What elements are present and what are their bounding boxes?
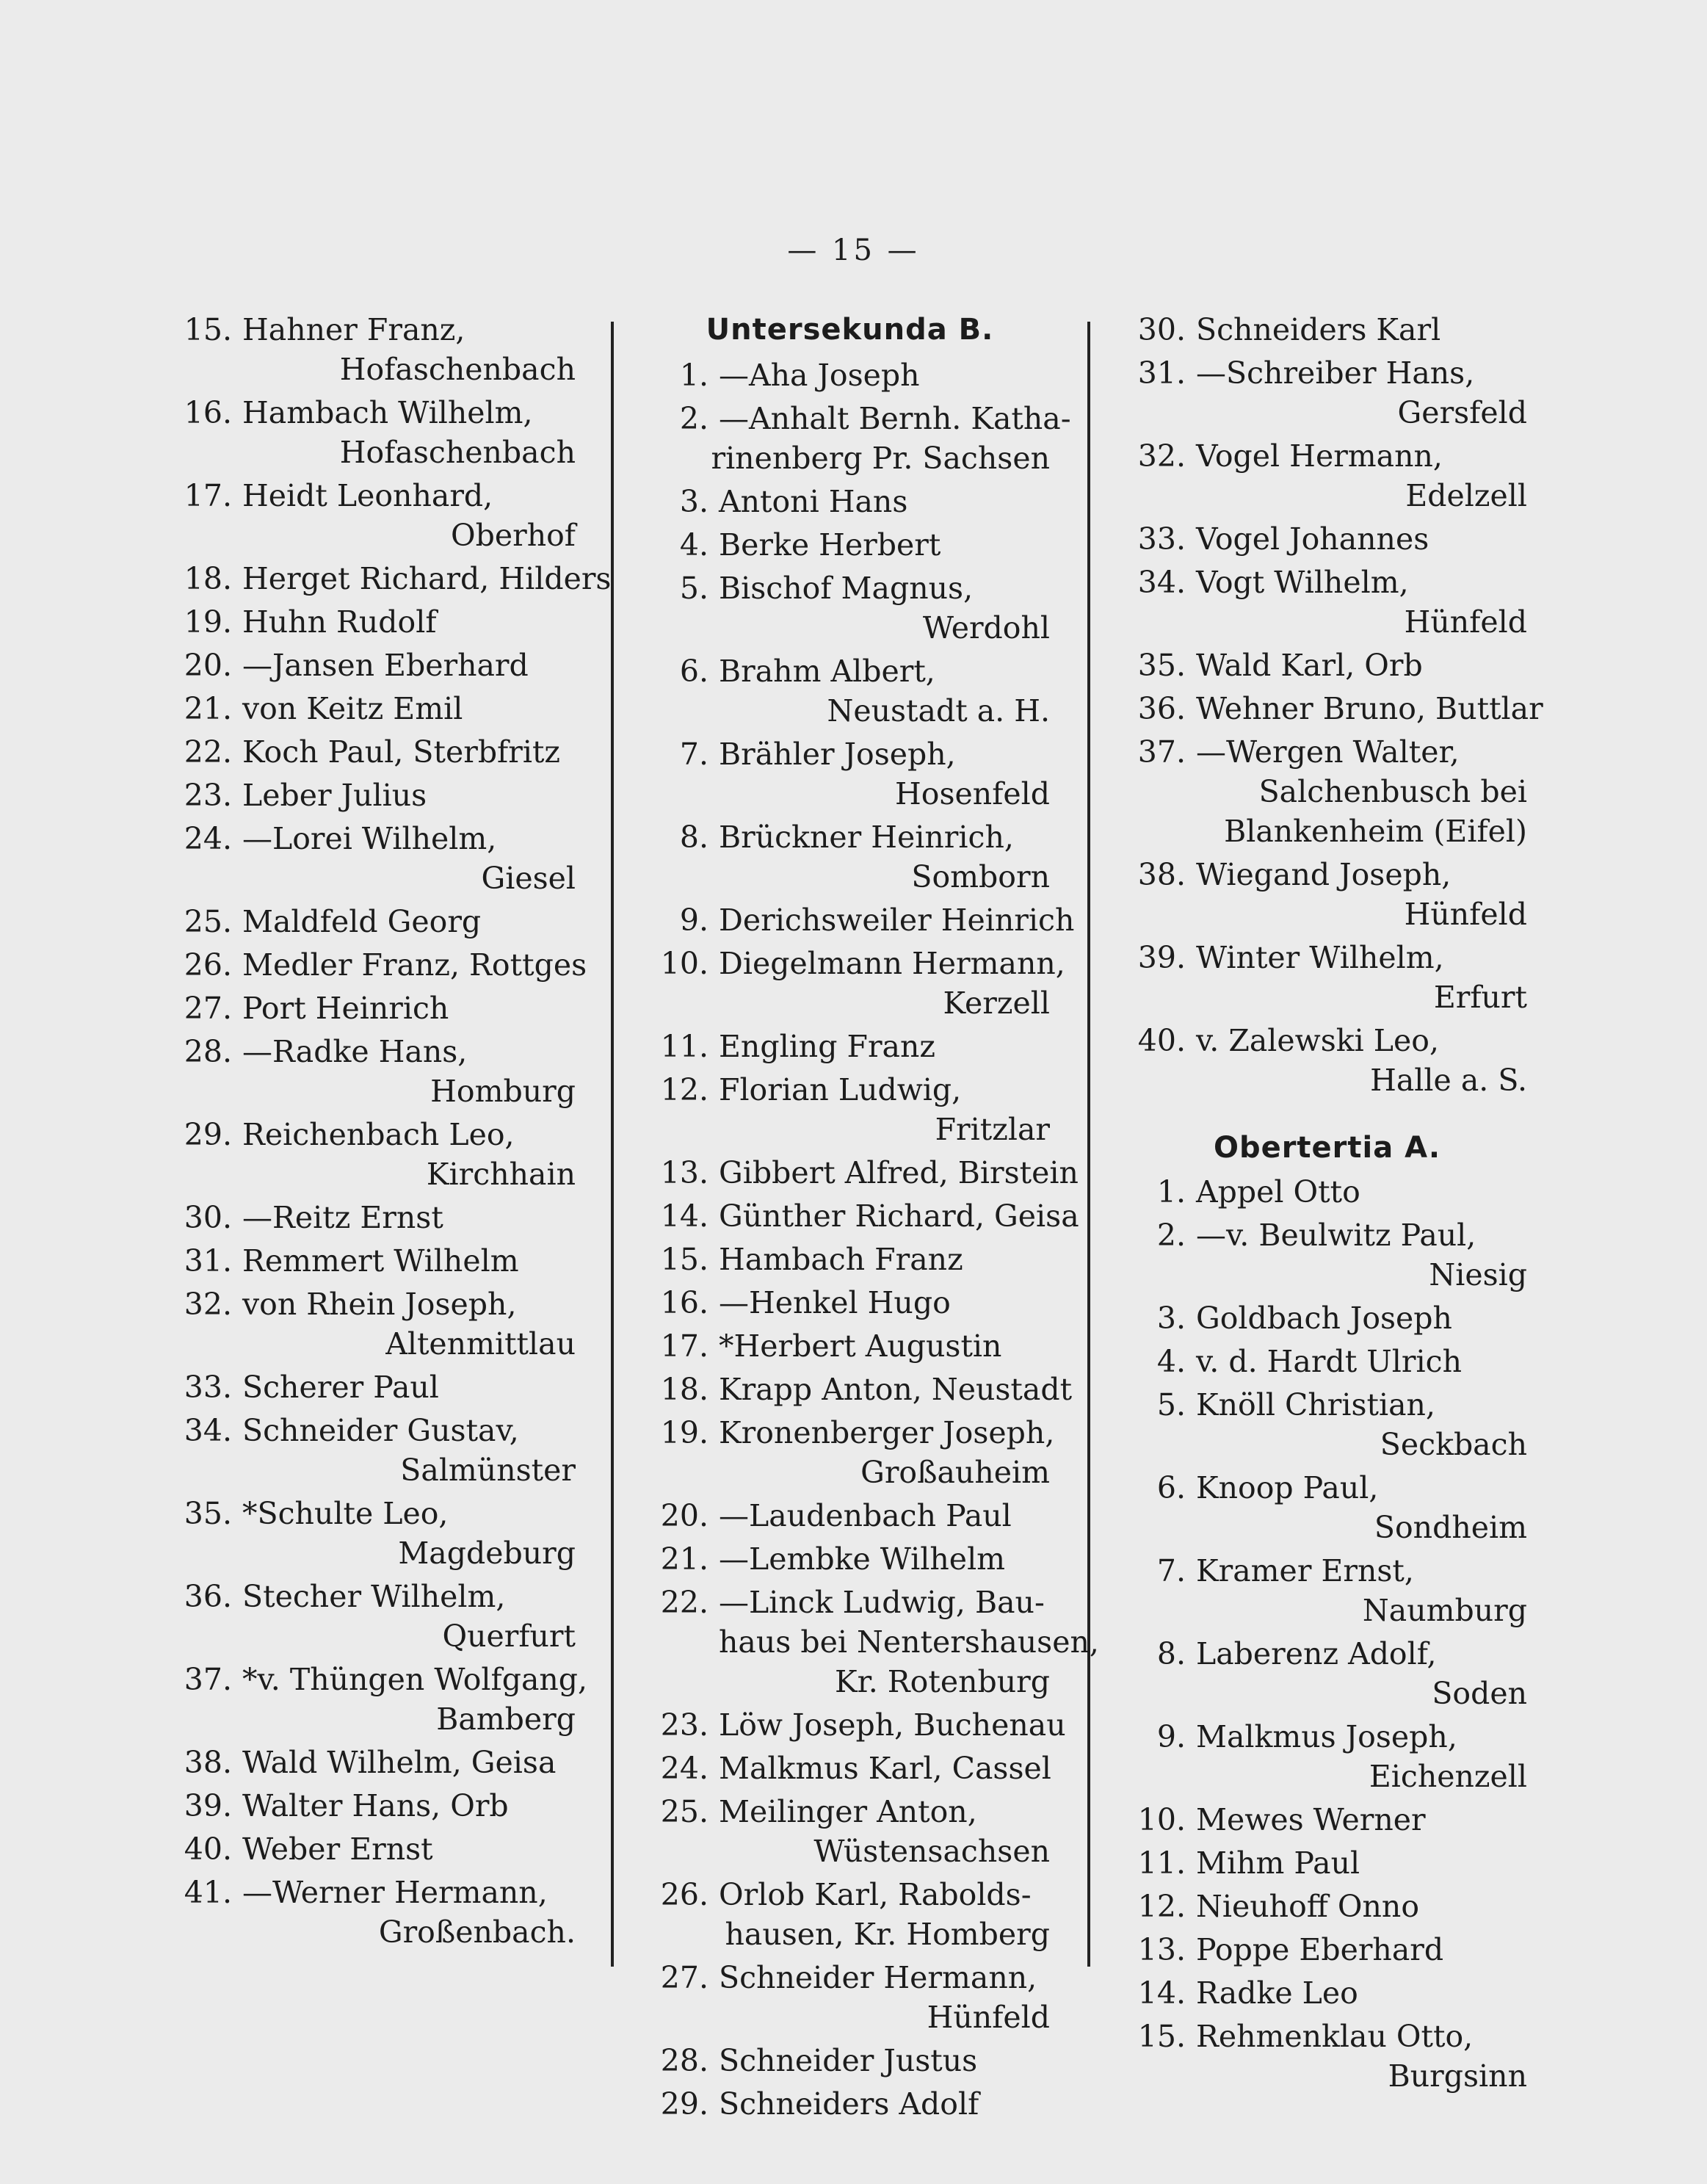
list-item xyxy=(1127,353,1527,433)
list-item xyxy=(650,525,1050,565)
list-item xyxy=(173,1198,576,1237)
entry-name: Hambach Wilhelm, xyxy=(242,395,533,430)
list-item xyxy=(1127,1021,1527,1100)
entry-place: Niesig xyxy=(1429,1257,1527,1292)
entry-number: 3. xyxy=(679,484,708,519)
entry-place: Somborn xyxy=(911,859,1050,894)
entry-place: rinenberg Pr. Sachsen xyxy=(711,441,1050,476)
entry-name: Stecher Wilhelm, xyxy=(242,1579,506,1614)
list-item xyxy=(173,689,576,728)
entry-number: 27. xyxy=(660,1960,708,1995)
entry-name: Laberenz Adolf, xyxy=(1196,1636,1437,1671)
entry-place: Altenmittlau xyxy=(385,1326,576,1362)
entry-name: Vogel Hermann, xyxy=(1196,438,1443,474)
entry-place: Salmünster xyxy=(400,1453,576,1488)
entry-place: Gersfeld xyxy=(1397,395,1527,430)
entry-name: Schneider Hermann, xyxy=(719,1960,1037,1995)
entry-number: 35. xyxy=(184,1496,232,1531)
entry-name: Poppe Eberhard xyxy=(1196,1932,1444,1967)
entry-name: Rehmenklau Otto, xyxy=(1196,2019,1474,2054)
entry-place: Edelzell xyxy=(1405,478,1527,513)
list-item xyxy=(173,393,576,472)
entry-place: Hünfeld xyxy=(927,2000,1050,2035)
entry-number: 13. xyxy=(660,1155,708,1190)
entry-number: 36. xyxy=(1137,691,1186,726)
entry-number: 21. xyxy=(184,691,232,726)
entry-number: 5. xyxy=(1156,1387,1186,1422)
entry-name: Reichenbach Leo, xyxy=(242,1117,515,1152)
entry-name: *Herbert Augustin xyxy=(719,1328,1002,1364)
entry-place: Kerzell xyxy=(943,986,1050,1021)
entry-number: 29. xyxy=(660,2086,708,2122)
entry-number: 12. xyxy=(660,1072,708,1107)
entry-name: Port Heinrich xyxy=(242,991,449,1026)
list-item xyxy=(650,1326,1050,1366)
list-item xyxy=(1127,1215,1527,1295)
entry-number: 10. xyxy=(660,946,708,981)
list-item xyxy=(173,988,576,1028)
entry-name: Bischof Magnus, xyxy=(719,571,974,606)
entry-place: Burgsinn xyxy=(1388,2058,1527,2094)
list-item xyxy=(173,1873,576,1952)
entry-number: 11. xyxy=(1137,1845,1186,1881)
column-middle xyxy=(650,310,1099,2127)
entry-name: Weber Ernst xyxy=(242,1832,433,1867)
list-item xyxy=(650,1027,1050,1066)
entry-number: 19. xyxy=(184,604,232,640)
list-item xyxy=(650,568,1050,648)
list-item xyxy=(650,1070,1050,1149)
column-right xyxy=(1127,310,1543,2100)
entry-place: Salchenbusch bei xyxy=(1258,774,1527,809)
entry-name: Berke Herbert xyxy=(719,527,941,563)
entry-place: Großenbach. xyxy=(378,1914,576,1950)
list-item xyxy=(650,1583,1099,1702)
entry-number: 31. xyxy=(1137,355,1186,391)
entry-place: Fritzlar xyxy=(935,1112,1050,1147)
list-item xyxy=(173,902,576,941)
entry-name: Malkmus Karl, Cassel xyxy=(719,1751,1051,1786)
entry-name: Koch Paul, Sterbfritz xyxy=(242,734,561,770)
entry-name: Scherer Paul xyxy=(242,1370,439,1405)
entry-number: 8. xyxy=(679,820,708,855)
entry-number: 41. xyxy=(184,1875,232,1910)
list-item xyxy=(650,482,1050,521)
entry-name: Florian Ludwig, xyxy=(719,1072,962,1107)
list-item xyxy=(650,399,1071,478)
list-item xyxy=(1127,646,1527,685)
entry-name: Antoni Hans xyxy=(719,484,908,519)
entry-name: Vogel Johannes xyxy=(1196,521,1429,557)
entry-number: 30. xyxy=(184,1200,232,1235)
student-list xyxy=(650,355,1099,2124)
entry-place: Eichenzell xyxy=(1369,1759,1527,1794)
entry-name: Herget Richard, Hilders xyxy=(242,561,612,596)
entry-number: 6. xyxy=(679,654,708,689)
entry-name: Brähler Joseph, xyxy=(719,737,956,772)
list-item xyxy=(650,1496,1050,1536)
list-item xyxy=(650,944,1065,1023)
entry-name: —Henkel Hugo xyxy=(719,1285,951,1320)
entry-number: 23. xyxy=(184,778,232,813)
list-item xyxy=(650,1283,1050,1323)
entry-name: Mewes Werner xyxy=(1196,1802,1426,1837)
entry-number: 36. xyxy=(184,1579,232,1614)
list-item xyxy=(1127,1634,1527,1713)
entry-name: *Schulte Leo, xyxy=(242,1496,449,1531)
entry-name: Winter Wilhelm, xyxy=(1196,940,1444,975)
entry-name: —Reitz Ernst xyxy=(242,1200,443,1235)
entry-name: Mihm Paul xyxy=(1196,1845,1360,1881)
entry-name: Hambach Franz xyxy=(719,1242,963,1277)
entry-name: Derichsweiler Heinrich xyxy=(719,903,1075,938)
list-item xyxy=(173,775,576,815)
entry-place: Querfurt xyxy=(442,1619,576,1654)
entry-name: Appel Otto xyxy=(1196,1174,1360,1209)
entry-number: 24. xyxy=(184,821,232,856)
entry-place: Neustadt a. H. xyxy=(827,693,1050,728)
list-item xyxy=(650,1413,1055,1492)
list-item xyxy=(173,1577,576,1656)
entry-place: Erfurt xyxy=(1433,980,1527,1015)
list-item xyxy=(173,1494,576,1573)
list-item xyxy=(1127,689,1543,728)
entry-number: 23. xyxy=(660,1707,708,1743)
list-item xyxy=(650,1749,1050,1788)
list-item xyxy=(173,1032,576,1111)
entry-name: —Lorei Wilhelm, xyxy=(242,821,497,856)
list-item xyxy=(1127,732,1527,851)
list-item xyxy=(650,1705,1066,1745)
entry-name: Goldbach Joseph xyxy=(1196,1301,1452,1336)
entry-name: Hahner Franz, xyxy=(242,312,465,347)
student-list xyxy=(1127,1172,1527,2096)
entry-number: 22. xyxy=(184,734,232,770)
entry-number: 10. xyxy=(1137,1802,1186,1837)
list-item xyxy=(173,1411,576,1490)
entry-name: Diegelmann Hermann, xyxy=(719,946,1065,981)
list-item xyxy=(173,646,576,685)
class-heading-obertertia-a: Obertertia A. xyxy=(1213,1131,1441,1165)
list-item xyxy=(173,1786,576,1826)
entry-number: 25. xyxy=(184,904,232,939)
list-item xyxy=(1127,1342,1527,1381)
entry-place: Sondheim xyxy=(1374,1510,1527,1545)
list-item xyxy=(650,1792,1050,1871)
entry-name: Schneiders Adolf xyxy=(719,2086,979,2122)
entry-number: 16. xyxy=(660,1285,708,1320)
entry-name: Wald Karl, Orb xyxy=(1196,648,1423,683)
list-item xyxy=(650,1875,1050,1954)
entry-number: 4. xyxy=(679,527,708,563)
entry-number: 34. xyxy=(1137,565,1186,600)
entry-number: 37. xyxy=(1137,734,1186,770)
list-item xyxy=(173,1284,576,1364)
list-item xyxy=(1127,1887,1527,1926)
list-item xyxy=(1127,1717,1527,1796)
entry-name: Walter Hans, Orb xyxy=(242,1788,509,1823)
entry-place: Homburg xyxy=(430,1074,576,1109)
list-item xyxy=(173,1743,576,1782)
entry-name: Wiegand Joseph, xyxy=(1196,857,1452,892)
entry-number: 1. xyxy=(679,358,708,393)
entry-number: 30. xyxy=(1137,312,1186,347)
list-item xyxy=(173,559,612,599)
list-item xyxy=(650,900,1075,940)
entry-name: Radke Leo xyxy=(1196,1975,1358,2011)
entry-number: 38. xyxy=(184,1745,232,1780)
entry-number: 15. xyxy=(1137,2019,1186,2054)
entry-name: Leber Julius xyxy=(242,778,427,813)
entry-number: 6. xyxy=(1156,1470,1186,1505)
list-item xyxy=(1127,1800,1527,1840)
entry-number: 35. xyxy=(1137,648,1186,683)
list-item xyxy=(650,817,1050,897)
entry-number: 5. xyxy=(679,571,708,606)
entry-number: 16. xyxy=(184,395,232,430)
entry-name: Günther Richard, Geisa xyxy=(719,1198,1079,1234)
entry-place: Großauheim xyxy=(860,1455,1050,1490)
entry-number: 32. xyxy=(1137,438,1186,474)
entry-number: 7. xyxy=(679,737,708,772)
entry-number: 15. xyxy=(184,312,232,347)
entry-number: 20. xyxy=(660,1498,708,1533)
list-item xyxy=(650,1196,1079,1236)
list-item xyxy=(650,1539,1050,1579)
entry-name: *v. Thüngen Wolfgang, xyxy=(242,1662,588,1697)
entry-number: 19. xyxy=(660,1415,708,1450)
entry-name: —Schreiber Hans, xyxy=(1196,355,1475,391)
entry-number: 9. xyxy=(679,903,708,938)
entry-name: Nieuhoff Onno xyxy=(1196,1889,1420,1924)
student-list xyxy=(1127,310,1543,1100)
column-divider xyxy=(611,322,614,1967)
entry-name: Kronenberger Joseph, xyxy=(719,1415,1055,1450)
entry-number: 24. xyxy=(660,1751,708,1786)
list-item xyxy=(650,1240,1050,1279)
entry-name: —Aha Joseph xyxy=(719,358,920,393)
entry-name: —Werner Hermann, xyxy=(242,1875,548,1910)
entry-name: —Jansen Eberhard xyxy=(242,648,529,683)
entry-place: Blankenheim (Eifel) xyxy=(1224,814,1527,849)
list-item xyxy=(173,476,576,555)
entry-number: 12. xyxy=(1137,1889,1186,1924)
student-list xyxy=(173,310,612,1952)
list-item xyxy=(1127,1298,1527,1338)
entry-name: —Anhalt Bernh. Katha- xyxy=(719,401,1071,436)
entry-number: 14. xyxy=(660,1198,708,1234)
entry-name: Krapp Anton, Neustadt xyxy=(719,1372,1073,1407)
entry-number: 38. xyxy=(1137,857,1186,892)
entry-number: 7. xyxy=(1156,1553,1186,1588)
entry-name: Knoop Paul, xyxy=(1196,1470,1379,1505)
list-item xyxy=(1127,1385,1527,1464)
entry-number: 2. xyxy=(1156,1218,1186,1253)
entry-name: —Radke Hans, xyxy=(242,1034,468,1069)
entry-number: 40. xyxy=(184,1832,232,1867)
list-item xyxy=(1127,519,1527,559)
list-item xyxy=(1127,2017,1527,2096)
entry-number: 13. xyxy=(1137,1932,1186,1967)
entry-place: Kirchhain xyxy=(426,1157,576,1192)
entry-name: v. d. Hardt Ulrich xyxy=(1196,1344,1462,1379)
entry-name: Maldfeld Georg xyxy=(242,904,482,939)
column-divider xyxy=(1087,322,1090,1967)
class-heading-untersekunda-b: Untersekunda B. xyxy=(706,313,994,347)
entry-number: 29. xyxy=(184,1117,232,1152)
list-item xyxy=(1127,1468,1527,1547)
entry-number: 25. xyxy=(660,1794,708,1829)
entry-number: 26. xyxy=(660,1877,708,1912)
entry-name: von Rhein Joseph, xyxy=(242,1287,517,1322)
entry-place: Werdohl xyxy=(922,610,1050,646)
list-item xyxy=(1127,436,1527,516)
entry-number: 9. xyxy=(1156,1719,1186,1754)
entry-name: Brahm Albert, xyxy=(719,654,935,689)
list-item xyxy=(650,1370,1073,1409)
list-item xyxy=(650,355,1050,395)
entry-name: Schneider Gustav, xyxy=(242,1413,519,1448)
entry-number: 21. xyxy=(660,1541,708,1577)
entry-number: 33. xyxy=(184,1370,232,1405)
entry-place: haus bei Nentershausen, xyxy=(719,1624,1099,1660)
list-item xyxy=(650,1958,1050,2037)
list-item xyxy=(173,732,576,772)
entry-number: 3. xyxy=(1156,1301,1186,1336)
entry-place: Hofaschenbach xyxy=(339,352,576,387)
entry-number: 1. xyxy=(1156,1174,1186,1209)
list-item xyxy=(1127,938,1527,1017)
list-item xyxy=(173,310,576,389)
list-item xyxy=(1127,1843,1527,1883)
list-item xyxy=(650,651,1050,731)
entry-place: Hünfeld xyxy=(1404,604,1527,640)
list-item xyxy=(173,819,576,898)
entry-place: Soden xyxy=(1432,1676,1527,1711)
entry-number: 37. xyxy=(184,1662,232,1697)
entry-number: 27. xyxy=(184,991,232,1026)
entry-name: Knöll Christian, xyxy=(1196,1387,1435,1422)
entry-number: 15. xyxy=(660,1242,708,1277)
entry-name: Medler Franz, Rottges xyxy=(242,947,587,983)
entry-number: 14. xyxy=(1137,1975,1186,2011)
list-item xyxy=(1127,1172,1527,1212)
entry-name: Meilinger Anton, xyxy=(719,1794,977,1829)
entry-place: Hosenfeld xyxy=(895,776,1050,811)
entry-number: 39. xyxy=(1137,940,1186,975)
entry-number: 8. xyxy=(1156,1636,1186,1671)
entry-place: hausen, Kr. Homberg xyxy=(725,1917,1050,1952)
entry-number: 11. xyxy=(660,1029,708,1064)
entry-number: 4. xyxy=(1156,1344,1186,1379)
entry-number: 31. xyxy=(184,1243,232,1279)
entry-name: —Linck Ludwig, Bau- xyxy=(719,1585,1045,1620)
list-item xyxy=(173,1115,576,1194)
entry-number: 28. xyxy=(660,2043,708,2078)
list-item xyxy=(1127,1551,1527,1630)
entry-number: 18. xyxy=(184,561,232,596)
entry-place: Naumburg xyxy=(1362,1593,1527,1628)
entry-place: Wüstensachsen xyxy=(813,1834,1050,1869)
entry-number: 28. xyxy=(184,1034,232,1069)
entry-number: 18. xyxy=(660,1372,708,1407)
entry-name: —v. Beulwitz Paul, xyxy=(1196,1218,1476,1253)
entry-place: Bamberg xyxy=(436,1702,576,1737)
list-item xyxy=(173,1660,588,1739)
entry-name: v. Zalewski Leo, xyxy=(1196,1023,1440,1058)
list-item xyxy=(1127,1930,1527,1970)
entry-number: 2. xyxy=(679,401,708,436)
list-item xyxy=(173,1367,576,1407)
list-item xyxy=(173,1829,576,1869)
entry-place: Kr. Rotenburg xyxy=(835,1664,1050,1699)
list-item xyxy=(650,734,1050,814)
entry-place: Halle a. S. xyxy=(1370,1063,1527,1098)
entry-name: Schneiders Karl xyxy=(1196,312,1441,347)
entry-name: Löw Joseph, Buchenau xyxy=(719,1707,1066,1743)
list-item xyxy=(650,2041,1050,2080)
list-item xyxy=(1127,855,1527,934)
entry-number: 22. xyxy=(660,1585,708,1620)
list-item xyxy=(173,602,576,642)
entry-place: Magdeburg xyxy=(398,1536,576,1571)
list-item xyxy=(1127,310,1527,350)
entry-number: 17. xyxy=(184,478,232,513)
entry-place: Hofaschenbach xyxy=(339,435,576,470)
entry-name: Wehner Bruno, Buttlar xyxy=(1196,691,1543,726)
entry-number: 33. xyxy=(1137,521,1186,557)
entry-number: 32. xyxy=(184,1287,232,1322)
entry-name: —Lembke Wilhelm xyxy=(719,1541,1006,1577)
entry-name: Malkmus Joseph, xyxy=(1196,1719,1457,1754)
entry-place: Hünfeld xyxy=(1404,897,1527,932)
entry-name: Heidt Leonhard, xyxy=(242,478,493,513)
entry-number: 34. xyxy=(184,1413,232,1448)
entry-name: Gibbert Alfred, Birstein xyxy=(719,1155,1079,1190)
list-item xyxy=(1127,563,1527,642)
entry-name: Kramer Ernst, xyxy=(1196,1553,1414,1588)
entry-name: Orlob Karl, Rabolds- xyxy=(719,1877,1032,1912)
entry-name: Schneider Justus xyxy=(719,2043,978,2078)
entry-place: Seckbach xyxy=(1380,1427,1527,1462)
entry-place: Giesel xyxy=(481,861,576,896)
list-item xyxy=(1127,1973,1527,2013)
list-item xyxy=(650,2084,1050,2124)
entry-name: —Wergen Walter, xyxy=(1196,734,1460,770)
entry-number: 39. xyxy=(184,1788,232,1823)
entry-name: Remmert Wilhelm xyxy=(242,1243,519,1279)
entry-number: 20. xyxy=(184,648,232,683)
page-number: — 15 — xyxy=(787,234,920,267)
entry-place: Oberhof xyxy=(451,518,576,553)
entry-name: Vogt Wilhelm, xyxy=(1196,565,1409,600)
list-item xyxy=(173,1241,576,1281)
list-item xyxy=(173,945,587,985)
column-left xyxy=(173,310,612,1956)
entry-number: 17. xyxy=(660,1328,708,1364)
entry-name: —Laudenbach Paul xyxy=(719,1498,1012,1533)
entry-number: 40. xyxy=(1137,1023,1186,1058)
list-item xyxy=(650,1153,1079,1193)
entry-name: Huhn Rudolf xyxy=(242,604,437,640)
entry-name: Brückner Heinrich, xyxy=(719,820,1014,855)
entry-name: Wald Wilhelm, Geisa xyxy=(242,1745,557,1780)
entry-name: Engling Franz xyxy=(719,1029,935,1064)
entry-number: 26. xyxy=(184,947,232,983)
entry-name: von Keitz Emil xyxy=(242,691,463,726)
